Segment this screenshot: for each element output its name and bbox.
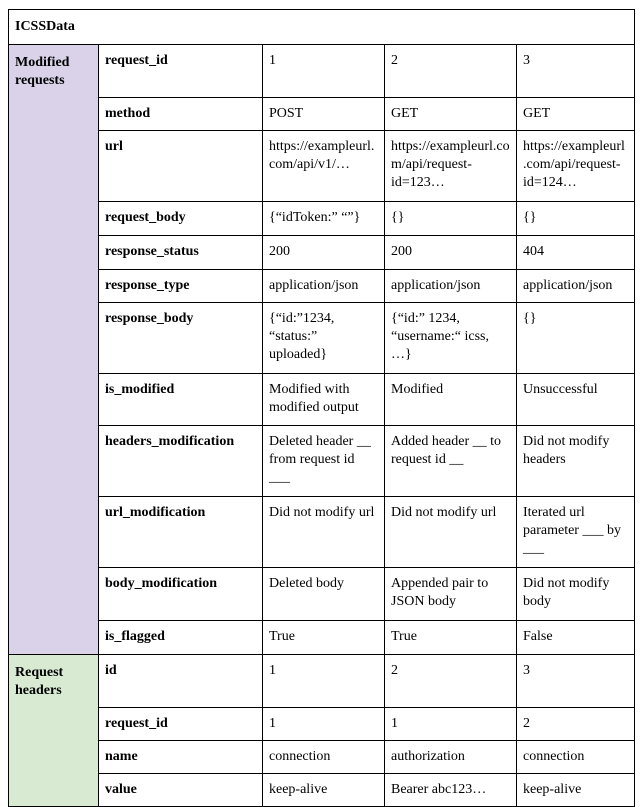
field-name: response_status [99,236,263,270]
field-name: method [99,98,263,131]
cell-value: GET [385,98,517,131]
cell-value: 2 [385,655,517,708]
cell-value: keep-alive [517,774,635,807]
cell-value: Did not modify url [385,497,517,568]
cell-value: POST [263,98,385,131]
url-cell: https://exampleurl.com/api/v1/… [263,131,385,202]
cell-value: 3 [517,655,635,708]
cell-value: 404 [517,236,635,270]
url-cell: https://exampleurl.com/api/request-id=123… [385,131,517,202]
cell-value: False [517,621,635,655]
cell-value: {“id:”1234, “status:” uploaded} [263,303,385,374]
field-name: url [99,131,263,202]
cell-value: Modified [385,374,517,426]
table-title: ICSSData [9,10,635,45]
cell-value: connection [517,741,635,774]
cell-value: authorization [385,741,517,774]
field-name: request_id [99,45,263,98]
table-row [9,655,635,708]
cell-value: 1 [263,45,385,98]
field-name: is_modified [99,374,263,426]
group-label-request-headers: Request headers [9,655,99,807]
cell-value: Unsuccessful [517,374,635,426]
table-row [9,708,635,741]
cell-value: {“id:” 1234, “username:“ icss, …} [385,303,517,374]
group-label-modified-requests: Modified requests [9,45,99,655]
cell-value: application/json [517,270,635,303]
table-row [9,202,635,236]
cell-value: Did not modify body [517,568,635,621]
cell-value: Deleted body [263,568,385,621]
cell-value: True [385,621,517,655]
cell-value: Modified with modified output [263,374,385,426]
table-row [9,774,635,807]
table-row [9,303,635,374]
table-row [9,621,635,655]
cell-value: 3 [517,45,635,98]
cell-value: Did not modify url [263,497,385,568]
cell-value: Iterated url parameter ___ by ___ [517,497,635,568]
table-row [9,568,635,621]
cell-value: connection [263,741,385,774]
field-name: response_body [99,303,263,374]
table-row [9,131,635,202]
field-name: response_type [99,270,263,303]
cell-value: application/json [263,270,385,303]
cell-value: True [263,621,385,655]
table-row [9,236,635,270]
field-name: url_modification [99,497,263,568]
cell-value: 1 [385,708,517,741]
field-name: request_id [99,708,263,741]
field-name: id [99,655,263,708]
cell-value: {} [517,303,635,374]
cell-value: Appended pair to JSON body [385,568,517,621]
table-row [9,45,635,98]
table-row [9,374,635,426]
cell-value: 200 [263,236,385,270]
field-name: headers_modification [99,426,263,497]
url-cell: https://exampleurl.com/api/request-id=124… [517,131,635,202]
cell-value: 2 [385,45,517,98]
table-row [9,741,635,774]
cell-value: Bearer abc123… [385,774,517,807]
table-row [9,98,635,131]
table-row [9,270,635,303]
field-name: body_modification [99,568,263,621]
field-name: request_body [99,202,263,236]
icss-data-table [8,9,635,807]
table-row [9,497,635,568]
cell-value: Deleted header __ from request id ___ [263,426,385,497]
cell-value: keep-alive [263,774,385,807]
field-name: name [99,741,263,774]
cell-value: {} [385,202,517,236]
cell-value: GET [517,98,635,131]
cell-value: Added header __ to request id __ [385,426,517,497]
cell-value: application/json [385,270,517,303]
field-name: value [99,774,263,807]
cell-value: 1 [263,708,385,741]
cell-value: 1 [263,655,385,708]
cell-value: 2 [517,708,635,741]
cell-value: {“idToken:” “”} [263,202,385,236]
cell-value: 200 [385,236,517,270]
field-name: is_flagged [99,621,263,655]
cell-value: Did not modify headers [517,426,635,497]
cell-value: {} [517,202,635,236]
table-row [9,426,635,497]
